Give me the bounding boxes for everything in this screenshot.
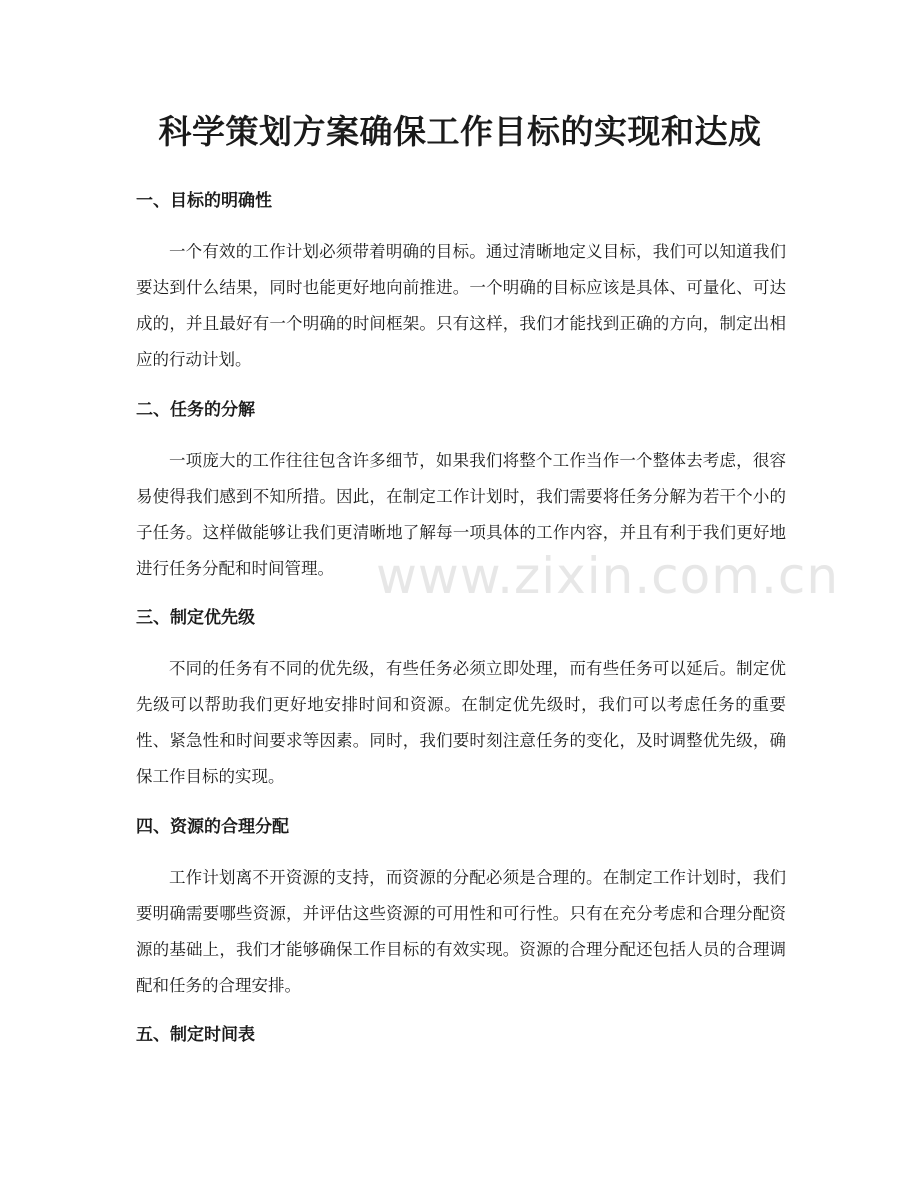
section-heading-4: 四、资源的合理分配	[136, 817, 289, 837]
watermark-text: www.zixin.com.cn	[376, 547, 840, 605]
document-title: 科学策划方案确保工作目标的实现和达成	[158, 112, 762, 151]
section-body-4: 工作计划离不开资源的支持，而资源的分配必须是合理的。在制定工作计划时，我们要明确需要哪些资源，并评估这些资源的可用性和可行性。只有在充分考虑和合理分配资源的基础上，我们才能够确保工作目标的有效实现。资源的合理分配还包括人员的合理调配和任务的合理安排。	[136, 868, 786, 995]
section-heading-1: 一、目标的明确性	[136, 191, 272, 211]
section-body-3: 不同的任务有不同的优先级，有些任务必须立即处理，而有些任务可以延后。制定优先级可以帮助我们更好地安排时间和资源。在制定优先级时，我们可以考虑任务的重要性、紧急性和时间要求等因素。同时，我们要时刻注意任务的变化，及时调整优先级，确保工作目标的实现。	[136, 659, 786, 786]
section-heading-5: 五、制定时间表	[136, 1025, 255, 1045]
section-body-1: 一个有效的工作计划必须带着明确的目标。通过清晰地定义目标，我们可以知道我们要达到什么结果，同时也能更好地向前推进。一个明确的目标应该是具体、可量化、可达成的，并且最好有一个明确的时间框架。只有这样，我们才能找到正确的方向，制定出相应的行动计划。	[136, 242, 786, 369]
section-heading-3: 三、制定优先级	[136, 608, 255, 628]
section-heading-2: 二、任务的分解	[136, 400, 255, 420]
section-body-2: 一项庞大的工作往往包含许多细节，如果我们将整个工作当作一个整体去考虑，很容易使得我们感到不知所措。因此，在制定工作计划时，我们需要将任务分解为若干个小的子任务。这样做能够让我们更清晰地了解每一项具体的工作内容，并且有利于我们更好地进行任务分配和时间管理。	[136, 451, 786, 578]
